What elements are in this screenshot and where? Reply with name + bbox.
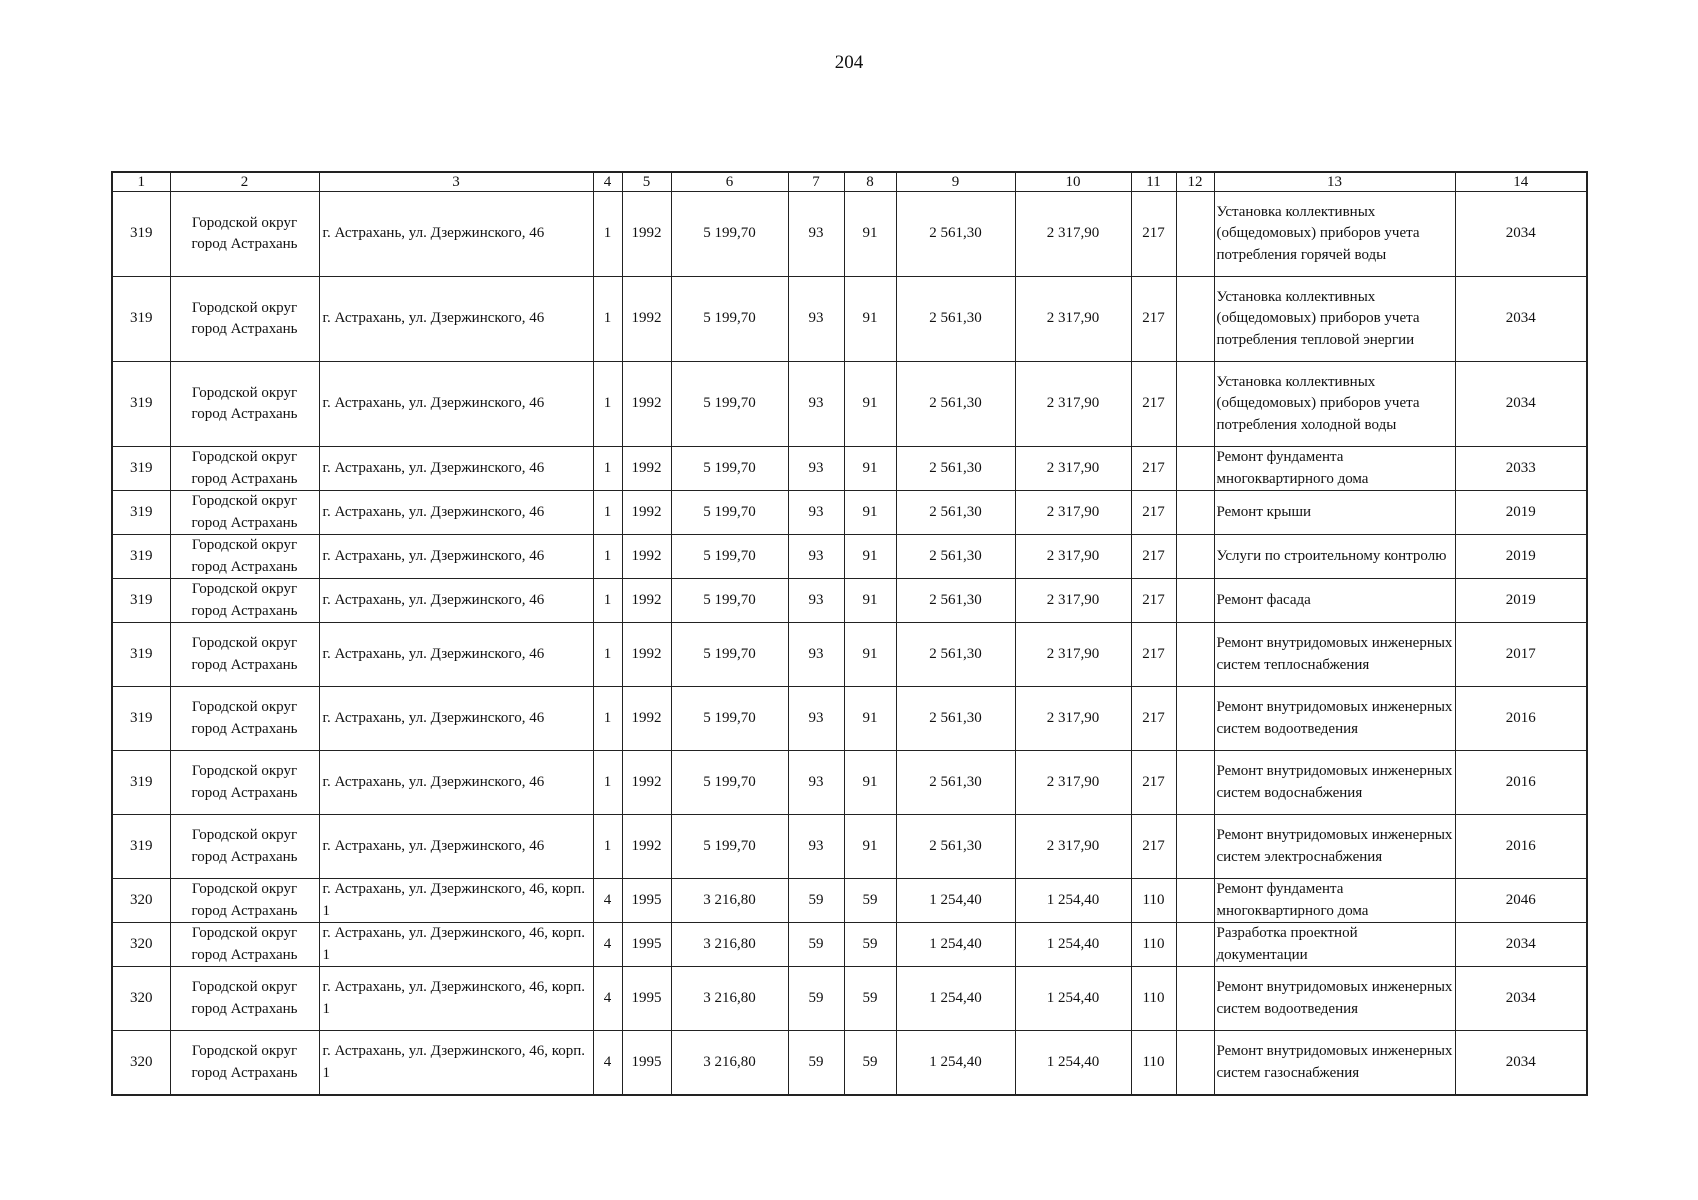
cell-total-area: 3 216,80 [671,1031,788,1096]
cell-private-area: 2 317,90 [1015,362,1131,447]
cell-address: г. Астрахань, ул. Дзержинского, 46 [319,751,593,815]
cell-residential-area: 2 561,30 [896,362,1015,447]
cell-municipality: Городской округ город Астрахань [170,879,319,923]
cell-total-area: 5 199,70 [671,623,788,687]
cell-private-area: 2 317,90 [1015,579,1131,623]
cell-year-built: 1992 [622,192,671,277]
cell-private-area: 2 317,90 [1015,447,1131,491]
cell-private-area: 2 317,90 [1015,623,1131,687]
column-header-8: 8 [844,172,896,192]
cell-municipality: Городской округ город Астрахань [170,751,319,815]
cell-residential-area: 1 254,40 [896,967,1015,1031]
cell-year-built: 1992 [622,535,671,579]
cell-residents: 110 [1131,923,1176,967]
cell-residents: 217 [1131,362,1176,447]
cell-apartments-residential: 91 [844,751,896,815]
cell-residential-area: 2 561,30 [896,623,1015,687]
column-header-5: 5 [622,172,671,192]
cell-municipality: Городской округ город Астрахань [170,1031,319,1096]
cell-residential-area: 2 561,30 [896,579,1015,623]
cell-row-number: 320 [112,967,170,1031]
cell-apartments-total: 93 [788,535,844,579]
cell-address: г. Астрахань, ул. Дзержинского, 46 [319,579,593,623]
cell-residential-area: 2 561,30 [896,687,1015,751]
cell-row-number: 319 [112,687,170,751]
cell-year-built: 1995 [622,967,671,1031]
cell-apartments-total: 59 [788,967,844,1031]
cell-floors: 1 [593,447,622,491]
cell-apartments-total: 93 [788,362,844,447]
cell-municipality: Городской округ город Астрахань [170,967,319,1031]
cell-work-type: Услуги по строительному контролю [1214,535,1455,579]
cell-private-area: 1 254,40 [1015,879,1131,923]
cell-planned-year: 2016 [1455,751,1587,815]
cell-residential-area: 2 561,30 [896,277,1015,362]
table-row [112,967,1587,1031]
table-row [112,879,1587,923]
table-row [112,623,1587,687]
table-row [112,1031,1587,1096]
cell-residents: 217 [1131,815,1176,879]
cell-floors: 1 [593,623,622,687]
cell-private-area: 1 254,40 [1015,923,1131,967]
cell-apartments-residential: 91 [844,192,896,277]
cell-address: г. Астрахань, ул. Дзержинского, 46 [319,491,593,535]
cell-municipality: Городской округ город Астрахань [170,623,319,687]
cell-private-area: 2 317,90 [1015,751,1131,815]
table-row [112,687,1587,751]
cell-residential-area: 2 561,30 [896,535,1015,579]
cell-floors: 1 [593,491,622,535]
cell-row-number: 319 [112,491,170,535]
cell-apartments-total: 93 [788,687,844,751]
cell-address: г. Астрахань, ул. Дзержинского, 46 [319,362,593,447]
cell-apartments-total: 93 [788,815,844,879]
header-row [112,172,1587,192]
cell-apartments-total: 93 [788,192,844,277]
page-number: 204 [834,52,864,73]
cell-row-number: 319 [112,751,170,815]
cell-apartments-total: 59 [788,923,844,967]
cell-planned-year: 2016 [1455,815,1587,879]
cell-planned-year: 2034 [1455,277,1587,362]
column-header-12: 12 [1176,172,1214,192]
cell-address: г. Астрахань, ул. Дзержинского, 46 [319,192,593,277]
cell-residential-area: 2 561,30 [896,192,1015,277]
cell-row-number: 320 [112,923,170,967]
cell-residential-area: 1 254,40 [896,879,1015,923]
cell-apartments-residential: 91 [844,277,896,362]
cell-year-built: 1992 [622,623,671,687]
cell-apartments-residential: 59 [844,967,896,1031]
cell-floors: 4 [593,879,622,923]
cell-col-12 [1176,1031,1214,1096]
cell-row-number: 319 [112,362,170,447]
column-header-2: 2 [170,172,319,192]
cell-private-area: 2 317,90 [1015,535,1131,579]
cell-floors: 4 [593,1031,622,1096]
cell-residents: 110 [1131,1031,1176,1096]
column-header-1: 1 [112,172,170,192]
cell-apartments-total: 59 [788,1031,844,1096]
cell-total-area: 3 216,80 [671,923,788,967]
cell-floors: 1 [593,687,622,751]
cell-apartments-residential: 91 [844,491,896,535]
cell-col-12 [1176,447,1214,491]
table-row [112,815,1587,879]
cell-row-number: 319 [112,535,170,579]
cell-address: г. Астрахань, ул. Дзержинского, 46 [319,815,593,879]
cell-floors: 1 [593,192,622,277]
cell-apartments-residential: 91 [844,362,896,447]
cell-year-built: 1995 [622,879,671,923]
cell-work-type: Установка коллективных (общедомовых) приборов учета потребления холодной воды [1214,362,1455,447]
cell-planned-year: 2019 [1455,535,1587,579]
column-header-4: 4 [593,172,622,192]
cell-apartments-total: 93 [788,491,844,535]
cell-planned-year: 2019 [1455,491,1587,535]
cell-col-12 [1176,623,1214,687]
table-row [112,579,1587,623]
cell-year-built: 1992 [622,579,671,623]
cell-planned-year: 2016 [1455,687,1587,751]
cell-residents: 217 [1131,579,1176,623]
cell-col-12 [1176,687,1214,751]
cell-municipality: Городской округ город Астрахань [170,192,319,277]
table-body [112,192,1587,1096]
cell-planned-year: 2033 [1455,447,1587,491]
cell-residents: 217 [1131,447,1176,491]
cell-planned-year: 2019 [1455,579,1587,623]
cell-work-type: Ремонт фундамента многоквартирного дома [1214,447,1455,491]
cell-residential-area: 2 561,30 [896,447,1015,491]
cell-apartments-total: 59 [788,879,844,923]
cell-row-number: 319 [112,623,170,687]
cell-floors: 4 [593,967,622,1031]
cell-address: г. Астрахань, ул. Дзержинского, 46, корп. 1 [319,1031,593,1096]
cell-row-number: 319 [112,192,170,277]
cell-col-12 [1176,579,1214,623]
cell-year-built: 1992 [622,491,671,535]
cell-work-type: Ремонт фасада [1214,579,1455,623]
cell-col-12 [1176,362,1214,447]
cell-row-number: 320 [112,1031,170,1096]
cell-floors: 1 [593,277,622,362]
cell-work-type: Ремонт внутридомовых инженерных систем электроснабжения [1214,815,1455,879]
table-row [112,192,1587,277]
cell-apartments-residential: 91 [844,623,896,687]
cell-total-area: 5 199,70 [671,277,788,362]
cell-col-12 [1176,491,1214,535]
cell-private-area: 2 317,90 [1015,277,1131,362]
cell-total-area: 3 216,80 [671,879,788,923]
cell-address: г. Астрахань, ул. Дзержинского, 46, корп. 1 [319,967,593,1031]
cell-work-type: Ремонт внутридомовых инженерных систем теплоснабжения [1214,623,1455,687]
column-header-14: 14 [1455,172,1587,192]
column-header-3: 3 [319,172,593,192]
table-row [112,751,1587,815]
cell-address: г. Астрахань, ул. Дзержинского, 46, корп. 1 [319,879,593,923]
cell-total-area: 5 199,70 [671,447,788,491]
cell-total-area: 5 199,70 [671,491,788,535]
cell-work-type: Установка коллективных (общедомовых) приборов учета потребления тепловой энергии [1214,277,1455,362]
cell-planned-year: 2034 [1455,923,1587,967]
cell-work-type: Разработка проектной документации [1214,923,1455,967]
cell-municipality: Городской округ город Астрахань [170,535,319,579]
cell-col-12 [1176,277,1214,362]
table-row [112,491,1587,535]
cell-work-type: Ремонт внутридомовых инженерных систем водоотведения [1214,967,1455,1031]
cell-residents: 217 [1131,277,1176,362]
cell-apartments-total: 93 [788,277,844,362]
cell-row-number: 320 [112,879,170,923]
cell-apartments-residential: 91 [844,447,896,491]
cell-residents: 110 [1131,879,1176,923]
cell-residents: 217 [1131,491,1176,535]
cell-municipality: Городской округ город Астрахань [170,491,319,535]
cell-private-area: 1 254,40 [1015,1031,1131,1096]
cell-residential-area: 1 254,40 [896,1031,1015,1096]
cell-planned-year: 2034 [1455,362,1587,447]
cell-apartments-residential: 91 [844,687,896,751]
cell-total-area: 5 199,70 [671,535,788,579]
cell-apartments-total: 93 [788,623,844,687]
cell-private-area: 1 254,40 [1015,967,1131,1031]
cell-apartments-residential: 91 [844,579,896,623]
cell-apartments-residential: 91 [844,815,896,879]
cell-apartments-residential: 59 [844,879,896,923]
cell-municipality: Городской округ город Астрахань [170,815,319,879]
cell-address: г. Астрахань, ул. Дзержинского, 46 [319,447,593,491]
column-header-13: 13 [1214,172,1455,192]
cell-address: г. Астрахань, ул. Дзержинского, 46 [319,623,593,687]
cell-total-area: 5 199,70 [671,815,788,879]
cell-row-number: 319 [112,579,170,623]
cell-private-area: 2 317,90 [1015,815,1131,879]
cell-work-type: Установка коллективных (общедомовых) приборов учета потребления горячей воды [1214,192,1455,277]
cell-col-12 [1176,815,1214,879]
cell-floors: 1 [593,579,622,623]
cell-apartments-residential: 59 [844,923,896,967]
cell-total-area: 5 199,70 [671,192,788,277]
cell-floors: 1 [593,535,622,579]
cell-municipality: Городской округ город Астрахань [170,687,319,751]
cell-address: г. Астрахань, ул. Дзержинского, 46 [319,277,593,362]
cell-floors: 1 [593,362,622,447]
cell-work-type: Ремонт внутридомовых инженерных систем газоснабжения [1214,1031,1455,1096]
cell-year-built: 1995 [622,923,671,967]
cell-planned-year: 2034 [1455,1031,1587,1096]
cell-planned-year: 2017 [1455,623,1587,687]
cell-col-12 [1176,751,1214,815]
cell-year-built: 1992 [622,751,671,815]
cell-col-12 [1176,967,1214,1031]
cell-work-type: Ремонт крыши [1214,491,1455,535]
cell-municipality: Городской округ город Астрахань [170,277,319,362]
column-header-10: 10 [1015,172,1131,192]
column-header-9: 9 [896,172,1015,192]
cell-row-number: 319 [112,447,170,491]
cell-floors: 1 [593,815,622,879]
cell-col-12 [1176,192,1214,277]
cell-residents: 217 [1131,751,1176,815]
column-header-11: 11 [1131,172,1176,192]
cell-residents: 217 [1131,623,1176,687]
cell-residents: 217 [1131,535,1176,579]
cell-col-12 [1176,923,1214,967]
cell-municipality: Городской округ город Астрахань [170,447,319,491]
cell-residents: 110 [1131,967,1176,1031]
cell-address: г. Астрахань, ул. Дзержинского, 46 [319,687,593,751]
data-table [111,171,1588,1096]
cell-col-12 [1176,879,1214,923]
table-row [112,447,1587,491]
cell-work-type: Ремонт внутридомовых инженерных систем водоснабжения [1214,751,1455,815]
table-row [112,923,1587,967]
cell-planned-year: 2034 [1455,967,1587,1031]
cell-year-built: 1992 [622,447,671,491]
cell-row-number: 319 [112,815,170,879]
cell-address: г. Астрахань, ул. Дзержинского, 46, корп. 1 [319,923,593,967]
cell-total-area: 3 216,80 [671,967,788,1031]
cell-floors: 4 [593,923,622,967]
cell-work-type: Ремонт внутридомовых инженерных систем водоотведения [1214,687,1455,751]
cell-row-number: 319 [112,277,170,362]
cell-total-area: 5 199,70 [671,751,788,815]
cell-work-type: Ремонт фундамента многоквартирного дома [1214,879,1455,923]
cell-municipality: Городской округ город Астрахань [170,579,319,623]
cell-planned-year: 2046 [1455,879,1587,923]
cell-year-built: 1992 [622,277,671,362]
cell-municipality: Городской округ город Астрахань [170,362,319,447]
cell-total-area: 5 199,70 [671,579,788,623]
cell-residential-area: 2 561,30 [896,815,1015,879]
cell-apartments-residential: 59 [844,1031,896,1096]
table-row [112,277,1587,362]
cell-private-area: 2 317,90 [1015,491,1131,535]
cell-year-built: 1992 [622,815,671,879]
table-row [112,362,1587,447]
column-header-6: 6 [671,172,788,192]
cell-residents: 217 [1131,192,1176,277]
cell-private-area: 2 317,90 [1015,192,1131,277]
cell-private-area: 2 317,90 [1015,687,1131,751]
cell-total-area: 5 199,70 [671,362,788,447]
cell-residential-area: 1 254,40 [896,923,1015,967]
cell-residential-area: 2 561,30 [896,491,1015,535]
cell-year-built: 1995 [622,1031,671,1096]
cell-apartments-total: 93 [788,447,844,491]
cell-residential-area: 2 561,30 [896,751,1015,815]
cell-address: г. Астрахань, ул. Дзержинского, 46 [319,535,593,579]
cell-apartments-total: 93 [788,579,844,623]
cell-apartments-residential: 91 [844,535,896,579]
cell-apartments-total: 93 [788,751,844,815]
column-header-7: 7 [788,172,844,192]
cell-floors: 1 [593,751,622,815]
cell-col-12 [1176,535,1214,579]
cell-planned-year: 2034 [1455,192,1587,277]
cell-total-area: 5 199,70 [671,687,788,751]
cell-year-built: 1992 [622,687,671,751]
cell-municipality: Городской округ город Астрахань [170,923,319,967]
cell-residents: 217 [1131,687,1176,751]
table-row [112,535,1587,579]
cell-year-built: 1992 [622,362,671,447]
